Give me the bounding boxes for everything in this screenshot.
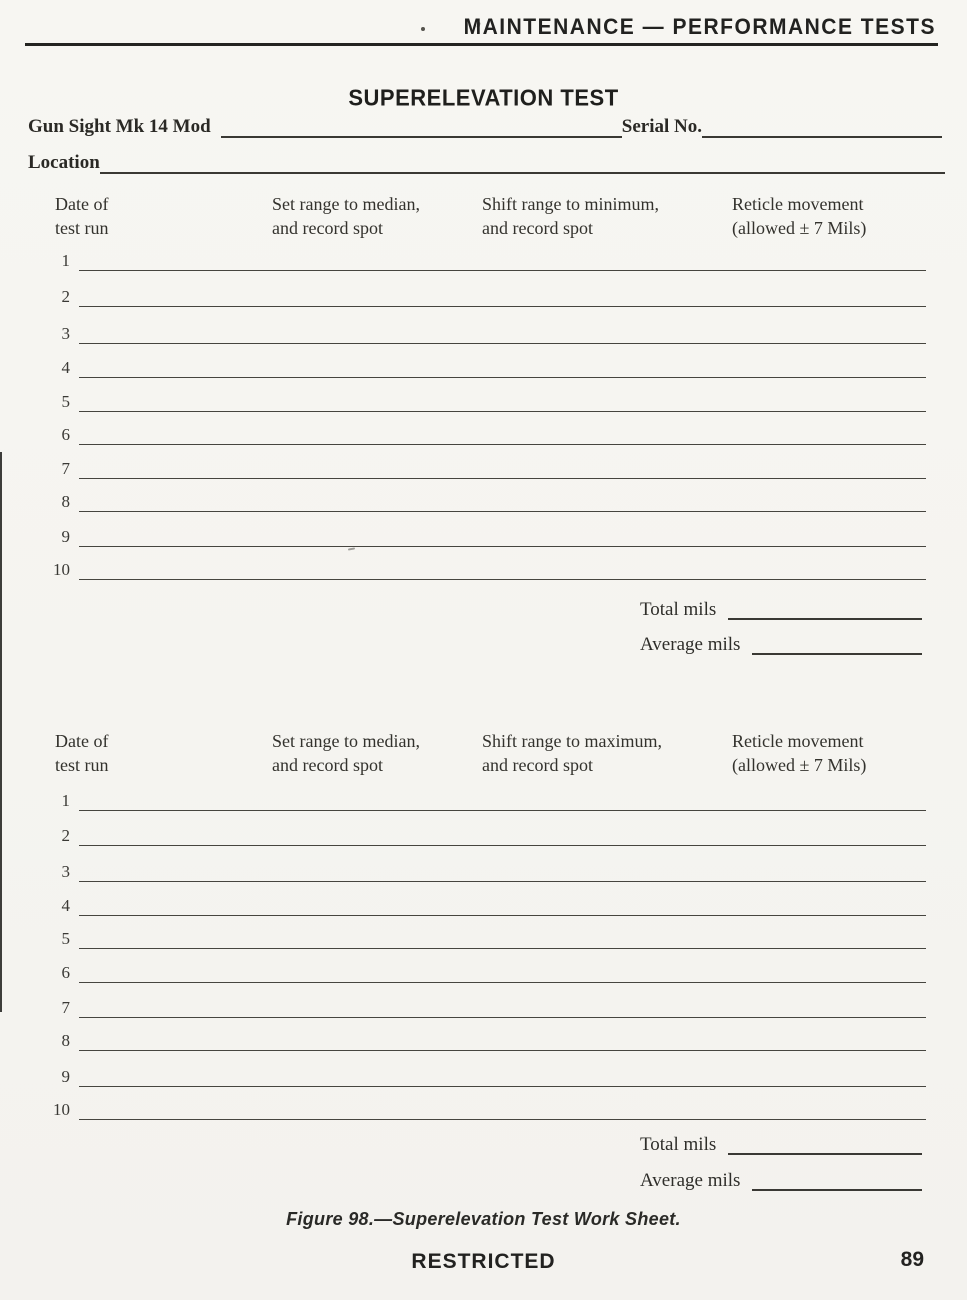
row-number: 9 — [61, 527, 70, 546]
row-number: 1 — [61, 791, 70, 810]
column-header-date: Date of test run — [55, 731, 109, 775]
table-row — [30, 860, 926, 882]
write-in-line[interactable] — [79, 391, 926, 412]
row-number: 3 — [61, 324, 70, 343]
write-in-line[interactable] — [79, 250, 926, 271]
header-rule — [25, 43, 938, 46]
write-in-line[interactable] — [79, 323, 926, 344]
table-row — [30, 285, 926, 307]
table-row — [30, 249, 926, 271]
row-number: 10 — [53, 560, 70, 579]
total-mils-label: Total mils — [640, 1134, 717, 1155]
gun-sight-field[interactable] — [221, 116, 622, 138]
column-header-reticle: Reticle movement (allowed ± 7 Mils) — [732, 731, 867, 775]
table-row — [30, 789, 926, 811]
column-header-date: Date of test run — [55, 194, 109, 238]
row-number: 8 — [61, 492, 70, 511]
total-mils-row — [640, 598, 922, 620]
page-number: 89 — [900, 1248, 924, 1271]
row-number: 6 — [61, 963, 70, 982]
page-title: SUPERELEVATION TEST — [348, 84, 619, 111]
table-row — [30, 558, 926, 580]
total-mils-label: Total mils — [640, 599, 717, 620]
table-row — [30, 961, 926, 983]
row-number: 4 — [61, 358, 70, 377]
table-row — [30, 390, 926, 412]
write-in-line[interactable] — [79, 1066, 926, 1087]
write-in-line[interactable] — [79, 526, 926, 547]
average-mils-row — [640, 1169, 922, 1191]
table-row — [30, 490, 926, 512]
table-row — [30, 996, 926, 1018]
row-number: 4 — [61, 896, 70, 915]
write-in-line[interactable] — [79, 895, 926, 916]
average-mils-label: Average mils — [640, 634, 741, 655]
table-row — [30, 525, 926, 547]
table-row — [30, 423, 926, 445]
write-in-line[interactable] — [79, 962, 926, 983]
average-mils-label: Average mils — [640, 1170, 741, 1191]
row-number: 6 — [61, 425, 70, 444]
row-number: 9 — [61, 1067, 70, 1086]
write-in-line[interactable] — [79, 825, 926, 846]
write-in-line[interactable] — [79, 1030, 926, 1051]
write-in-line[interactable] — [79, 1099, 926, 1120]
figure-caption: Figure 98.—Superelevation Test Work Sheet. — [286, 1209, 681, 1229]
table-row — [30, 457, 926, 479]
column-header-set-range: Set range to median, and record spot — [272, 731, 420, 775]
write-in-line[interactable] — [79, 458, 926, 479]
write-in-line[interactable] — [79, 424, 926, 445]
column-header-shift-range: Shift range to maximum, and record spot — [482, 731, 662, 775]
average-mils-field[interactable] — [752, 1169, 922, 1191]
row-number: 2 — [61, 826, 70, 845]
classification-marking: RESTRICTED — [411, 1250, 556, 1273]
table-row — [30, 322, 926, 344]
write-in-line[interactable] — [79, 997, 926, 1018]
column-header-set-range: Set range to median, and record spot — [272, 194, 420, 238]
location-row — [28, 152, 945, 174]
row-number: 3 — [61, 862, 70, 881]
table-row — [30, 356, 926, 378]
scan-edge-artifact — [0, 452, 2, 1012]
total-mils-row — [640, 1133, 922, 1155]
write-in-line[interactable] — [79, 357, 926, 378]
table-row — [30, 1029, 926, 1051]
running-head: MAINTENANCE — PERFORMANCE TESTS — [463, 15, 936, 40]
write-in-line[interactable] — [79, 928, 926, 949]
location-label: Location — [28, 152, 100, 173]
row-number: 10 — [53, 1100, 70, 1119]
scan-speck — [421, 27, 425, 31]
row-number: 1 — [61, 251, 70, 270]
gun-sight-label: Gun Sight Mk 14 Mod — [28, 116, 211, 137]
table-row — [30, 824, 926, 846]
average-mils-field[interactable] — [752, 633, 922, 655]
column-header-reticle: Reticle movement (allowed ± 7 Mils) — [732, 194, 867, 238]
total-mils-field[interactable] — [728, 598, 922, 620]
row-number: 2 — [61, 287, 70, 306]
serial-number-field[interactable] — [702, 116, 942, 138]
location-field[interactable] — [100, 152, 945, 174]
row-number: 7 — [61, 998, 70, 1017]
write-in-line[interactable] — [79, 286, 926, 307]
row-number: 7 — [61, 459, 70, 478]
write-in-line[interactable] — [79, 861, 926, 882]
write-in-line[interactable] — [79, 790, 926, 811]
column-header-shift-range: Shift range to minimum, and record spot — [482, 194, 659, 238]
table-row — [30, 1065, 926, 1087]
table-row — [30, 927, 926, 949]
average-mils-row — [640, 633, 922, 655]
row-number: 8 — [61, 1031, 70, 1050]
table-row — [30, 894, 926, 916]
table-row — [30, 1098, 926, 1120]
write-in-line[interactable] — [79, 559, 926, 580]
row-number: 5 — [61, 929, 70, 948]
gun-sight-row — [28, 116, 942, 138]
row-number: 5 — [61, 392, 70, 411]
total-mils-field[interactable] — [728, 1133, 922, 1155]
write-in-line[interactable] — [79, 491, 926, 512]
serial-number-label: Serial No. — [621, 116, 702, 137]
scan-speck — [348, 547, 355, 550]
